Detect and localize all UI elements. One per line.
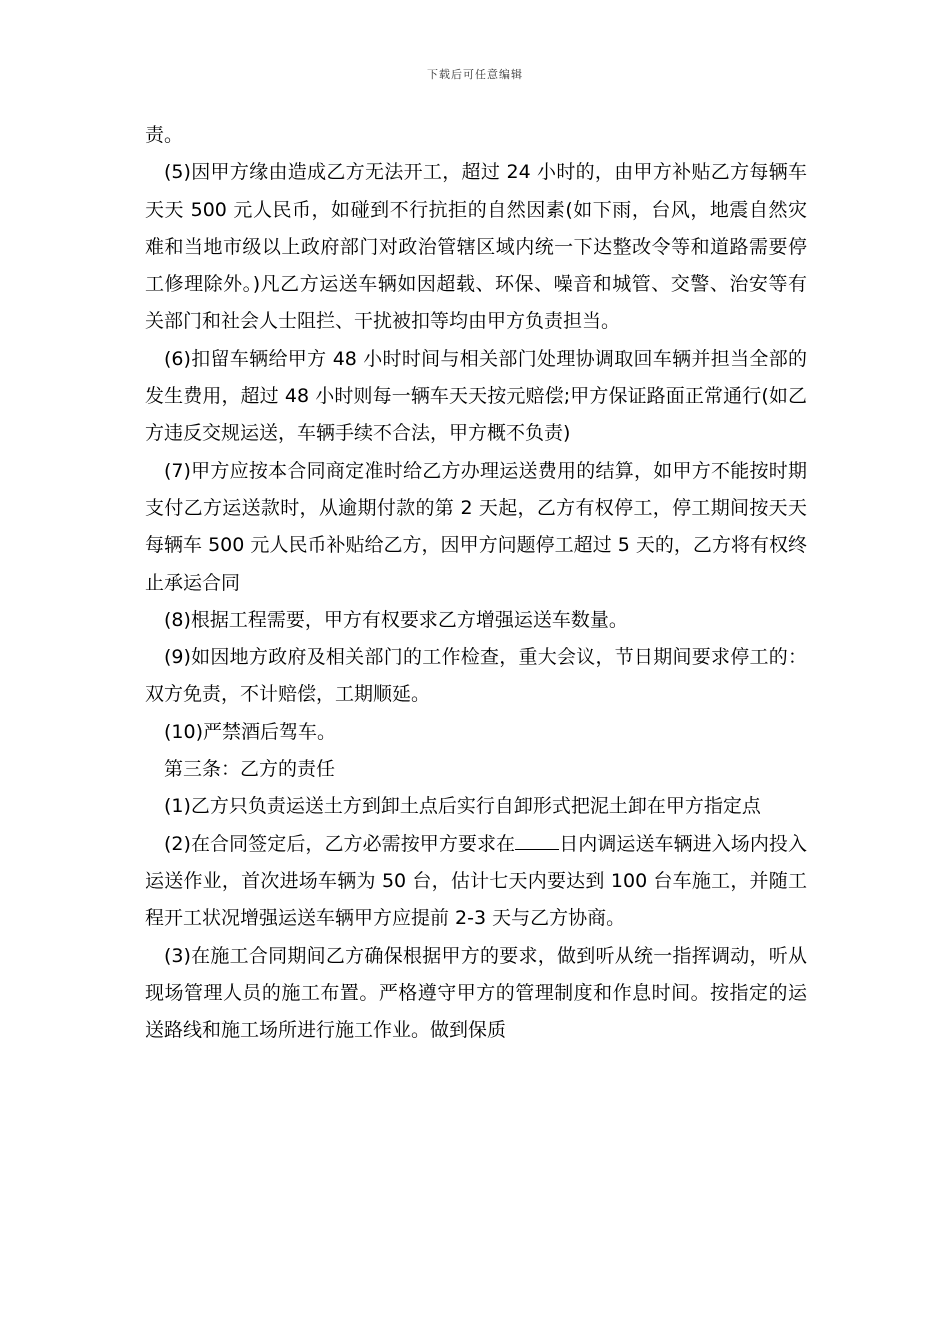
page-header-note: 下载后可任意编辑 xyxy=(427,68,523,81)
paragraph-clause-5: (5)因甲方缘由造成乙方无法开工，超过 24 小时的，由甲方补贴乙方每辆车天天 500 元人民币，如碰到不行抗拒的自然因素(如下雨，台风，地震自然灾难和当地市级以上政府部门对政治管辖区域内统一下达整改令等和道路需要停工修理除外。)凡乙方运送车辆如因超载、环保、噪音和城管、交警、治安等有关部门和社会人士阻拦、干扰被扣等均由甲方负责担当。 xyxy=(145,161,807,333)
clause-2-text-before: (2)在合同签定后，乙方必需按甲方要求在 xyxy=(164,832,516,855)
fill-in-blank xyxy=(515,831,559,850)
clause-2-text-after: 日内调运送车辆进入场内投入运送作业，首次进场车辆为 50 台，估计七天内要达到 100 台车施工，并随工程开工状况增强运送车辆甲方应提前 2-3 天与乙方协商。 xyxy=(145,832,807,930)
document-body xyxy=(145,117,807,1049)
paragraph-clause-10: (10)严禁酒后驾车。 xyxy=(164,720,337,743)
paragraph-clause-7: (7)甲方应按本合同商定准时给乙方办理运送费用的结算，如甲方不能按时期支付乙方运送款时，从逾期付款的第 2 天起，乙方有权停工，停工期间按天天每辆车 500 元人民币补贴给乙方，因甲方问题停工超过 5 天的，乙方将有权终止承运合同 xyxy=(145,459,807,594)
paragraph-b-clause-1: (1)乙方只负责运送土方到卸土点后实行自卸形式把泥土卸在甲方指定点 xyxy=(164,795,761,818)
paragraph-b-clause-2 xyxy=(145,826,807,938)
paragraph-clause-6: (6)扣留车辆给甲方 48 小时时间与相关部门处理协调取回车辆并担当全部的发生费用，超过 48 小时则每一辆车天天按元赔偿;甲方保证路面正常通行(如乙方违反交规运送，车辆手续不合法，甲方概不负责) xyxy=(145,347,807,445)
paragraph-clause-8: (8)根据工程需要，甲方有权要求乙方增强运送车数量。 xyxy=(164,608,628,631)
paragraph-b-clause-3: (3)在施工合同期间乙方确保根据甲方的要求，做到听从统一指挥调动，听从现场管理人员的施工布置。严格遵守甲方的管理制度和作息时间。按指定的运送路线和施工场所进行施工作业。做到保质 xyxy=(145,944,807,1042)
section-heading-article-3: 第三条：乙方的责任 xyxy=(164,758,336,781)
paragraph-0: 责。 xyxy=(145,124,184,146)
paragraph-clause-9: (9)如因地方政府及相关部门的工作检查，重大会议，节日期间要求停工的：双方免责，不计赔偿，工期顺延。 xyxy=(145,646,807,706)
